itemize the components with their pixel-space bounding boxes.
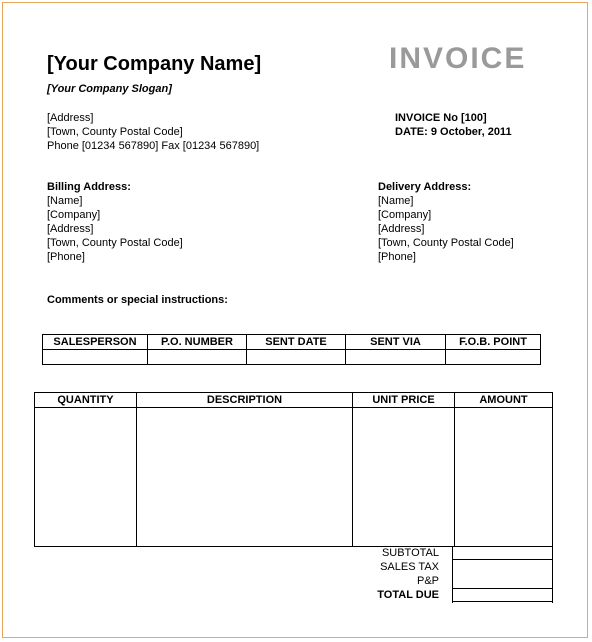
billing-address [47,180,183,264]
total-due-label: TOTAL DUE [377,589,439,601]
salesperson-cell[interactable] [43,350,148,365]
sender-town-line: [Town, County Postal Code] [47,126,183,138]
unit-price-column[interactable] [353,408,455,547]
totals-labels [377,546,439,602]
header-quantity: QUANTITY [35,393,137,408]
items-body-row [35,408,553,547]
header-description: DESCRIPTION [137,393,353,408]
sender-phone-line: Phone [01234 567890] Fax [01234 567890] [47,140,260,152]
header-amount: AMOUNT [455,393,553,408]
invoice-number: INVOICE No [100] [395,112,487,124]
amount-column[interactable] [455,408,553,547]
billing-heading: Billing Address: [47,181,131,193]
subtotal-value[interactable] [453,546,552,560]
totals-values [452,546,553,603]
billing-town: [Town, County Postal Code] [47,237,183,249]
header-fob-point: F.O.B. POINT [446,335,541,350]
delivery-address [378,180,514,264]
pp-label: P&P [416,575,439,587]
po-number-cell[interactable] [148,350,247,365]
subtotal-label: SUBTOTAL [381,547,439,559]
billing-phone: [Phone] [47,251,85,263]
sales-tax-label: SALES TAX [380,561,439,573]
delivery-company: [Company] [378,209,432,221]
header-sent-date: SENT DATE [247,335,346,350]
delivery-address-line: [Address] [378,223,425,235]
header-salesperson: SALESPERSON [43,335,148,350]
pp-value[interactable] [453,574,552,588]
invoice-meta [395,111,512,139]
shipping-value-row [43,350,541,365]
delivery-town: [Town, County Postal Code] [378,237,514,249]
delivery-heading: Delivery Address: [378,181,472,193]
delivery-phone: [Phone] [378,251,416,263]
shipping-table [42,334,541,365]
items-table [34,392,553,547]
company-name: [Your Company Name] [47,53,262,75]
delivery-name: [Name] [378,195,414,207]
comments-label: Comments or special instructions: [47,294,228,306]
description-column[interactable] [137,408,353,547]
sender-address [47,111,259,153]
sent-via-cell[interactable] [346,350,446,365]
sender-address-line: [Address] [47,112,94,124]
header-unit-price: UNIT PRICE [353,393,455,408]
billing-name: [Name] [47,195,83,207]
items-header-row [35,393,553,408]
sales-tax-value[interactable] [453,560,552,574]
total-due-value[interactable] [453,588,552,602]
invoice-date: DATE: 9 October, 2011 [395,126,512,138]
header-sent-via: SENT VIA [346,335,446,350]
header-po-number: P.O. NUMBER [148,335,247,350]
company-slogan: [Your Company Slogan] [47,83,172,95]
fob-point-cell[interactable] [446,350,541,365]
billing-company: [Company] [47,209,101,221]
quantity-column[interactable] [35,408,137,547]
sent-date-cell[interactable] [247,350,346,365]
shipping-header-row [43,335,541,350]
billing-address-line: [Address] [47,223,94,235]
invoice-title: INVOICE [389,42,527,75]
